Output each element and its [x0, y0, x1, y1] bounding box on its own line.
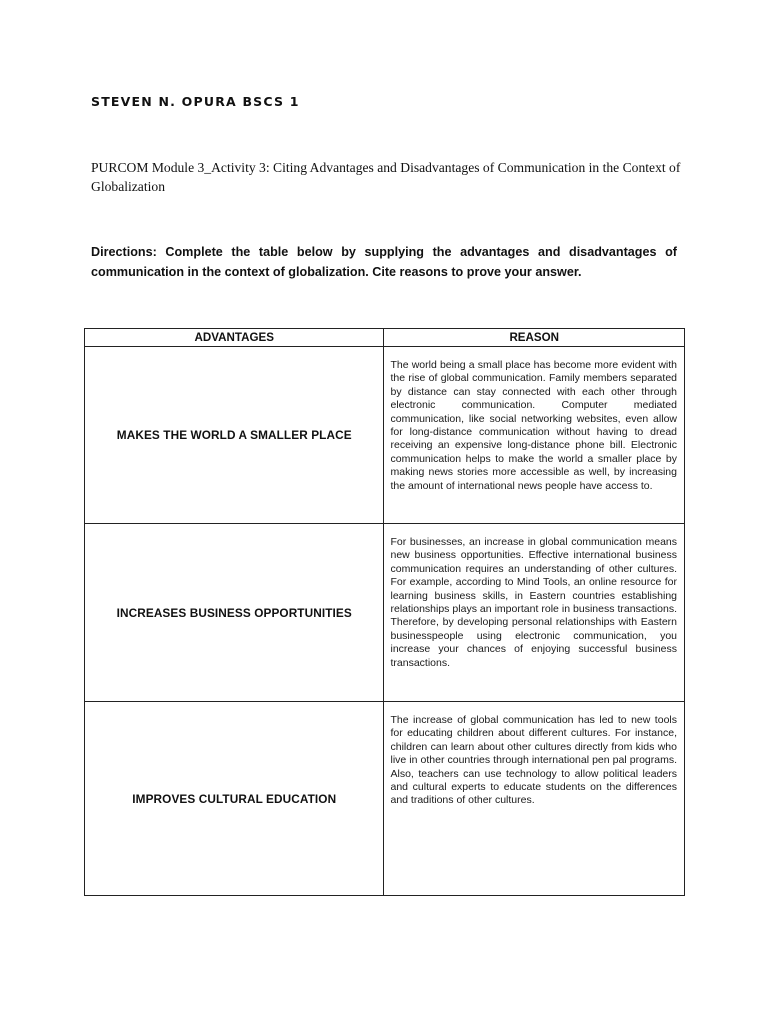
advantage-cell: IMPROVES CULTURAL EDUCATION [85, 702, 384, 896]
advantage-cell: MAKES THE WORLD A SMALLER PLACE [85, 347, 384, 524]
advantages-table [84, 328, 685, 896]
reason-column-header: REASON [384, 329, 685, 347]
table-row [85, 347, 685, 524]
reason-cell [384, 524, 685, 702]
advantage-cell: INCREASES BUSINESS OPPORTUNITIES [85, 524, 384, 702]
reason-cell [384, 702, 685, 896]
activity-title: PURCOM Module 3_Activity 3: Citing Advantages and Disadvantages of Communication in the Context of Globalization [91, 160, 681, 194]
reason-cell [384, 347, 685, 524]
advantages-column-header: ADVANTAGES [85, 329, 384, 347]
directions-text: Directions: Complete the table below by supplying the advantages and disadvantages of communication in the context of globalization. Cite reasons to prove your answer. [91, 245, 677, 279]
reason-text: The increase of global communication has led to new tools for educating children about different cultures. For instance, children can learn about other cultures directly from kids who live in other countries through international pen pal programs. Also, teachers can use technology to allow political leaders and cultural experts to educate students on the differences and traditions of other cultures. [390, 714, 677, 807]
table-header-row [85, 329, 685, 347]
author-heading: STEVEN N. OPURA BSCS 1 [91, 94, 300, 109]
table-row [85, 702, 685, 896]
reason-text: For businesses, an increase in global communication means new business opportunities. Effective international business communication requires an understanding of other cultures. For example, according to Mind Tools, an online resource for learning business skills, in Eastern countries establishing relationships plays an important role in business transactions. Therefore, by developing personal relationships with Eastern businesspeople using electronic communication, you increase your chances of enjoying successful business transactions. [390, 536, 677, 669]
table-row [85, 524, 685, 702]
reason-text: The world being a small place has become more evident with the rise of global communication. Family members separated by distance can stay connected with each other through electronic communication. Computer mediated communication, like social networking websites, even allow for long-distance communication without having to dread receiving an expensive long-distance phone bill. Electronic communication helps to make the world a smaller place by making news stories more accessible as well, by increasing the amount of international news people have access to. [390, 359, 677, 492]
